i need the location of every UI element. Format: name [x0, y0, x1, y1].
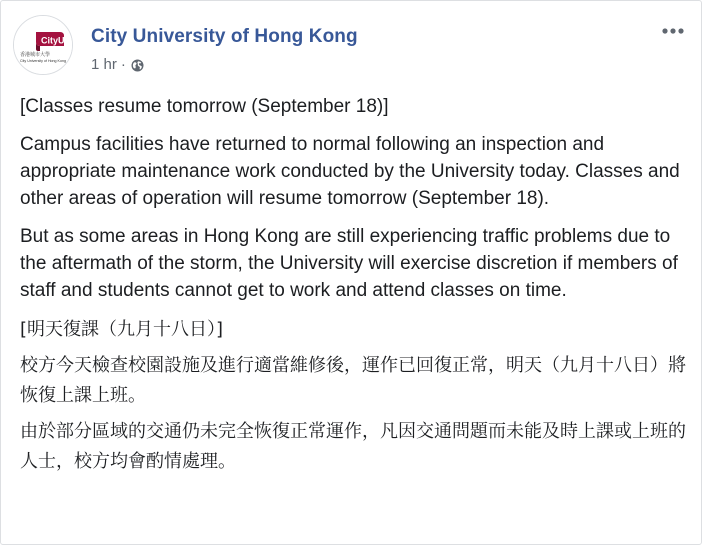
logo-text: CityU [41, 35, 65, 46]
avatar[interactable] [13, 15, 73, 75]
paragraph-announcement-zh: 校方今天檢查校園設施及進行適當維修後，運作已回復正常，明天（九月十八日）將恢復上課上班。 [20, 355, 686, 406]
paragraph-title-en: [Classes resume tomorrow (September 18)] [20, 96, 389, 117]
meta-separator: · [120, 56, 126, 73]
logo-subtext-zh: 香港城市大學 [20, 52, 51, 58]
globe-icon[interactable] [131, 59, 144, 72]
logo-subtext-en: City University of Hong Kong [20, 59, 66, 63]
paragraph-traffic-en: But as some areas in Hong Kong are still experiencing traffic problems due to the aftermath of the storm, the University will exercise discretion if members of staff and students cannot get to work and attend classes on time. [20, 226, 678, 301]
post-timestamp[interactable]: 1 hr [91, 56, 117, 73]
more-options-button[interactable] [659, 21, 687, 41]
more-horizontal-icon [659, 21, 687, 41]
post-header [1, 1, 701, 85]
paragraph-traffic-zh: 由於部分區域的交通仍未完全恢復正常運作，凡因交通問題而未能及時上課或上班的人士，校方均會酌情處理。 [20, 421, 686, 472]
cityu-logo-icon [14, 16, 72, 74]
page-name-link[interactable]: City University of Hong Kong [91, 26, 358, 47]
paragraph-title-zh: [明天復課（九月十八日）] [20, 319, 224, 340]
post-meta [91, 56, 144, 73]
paragraph-announcement-en: Campus facilities have returned to normal following an inspection and appropriate maintenance work conducted by the University today. Classes and other areas of operation will resume tomorrow (September 18). [20, 134, 680, 209]
post-body [20, 93, 690, 483]
